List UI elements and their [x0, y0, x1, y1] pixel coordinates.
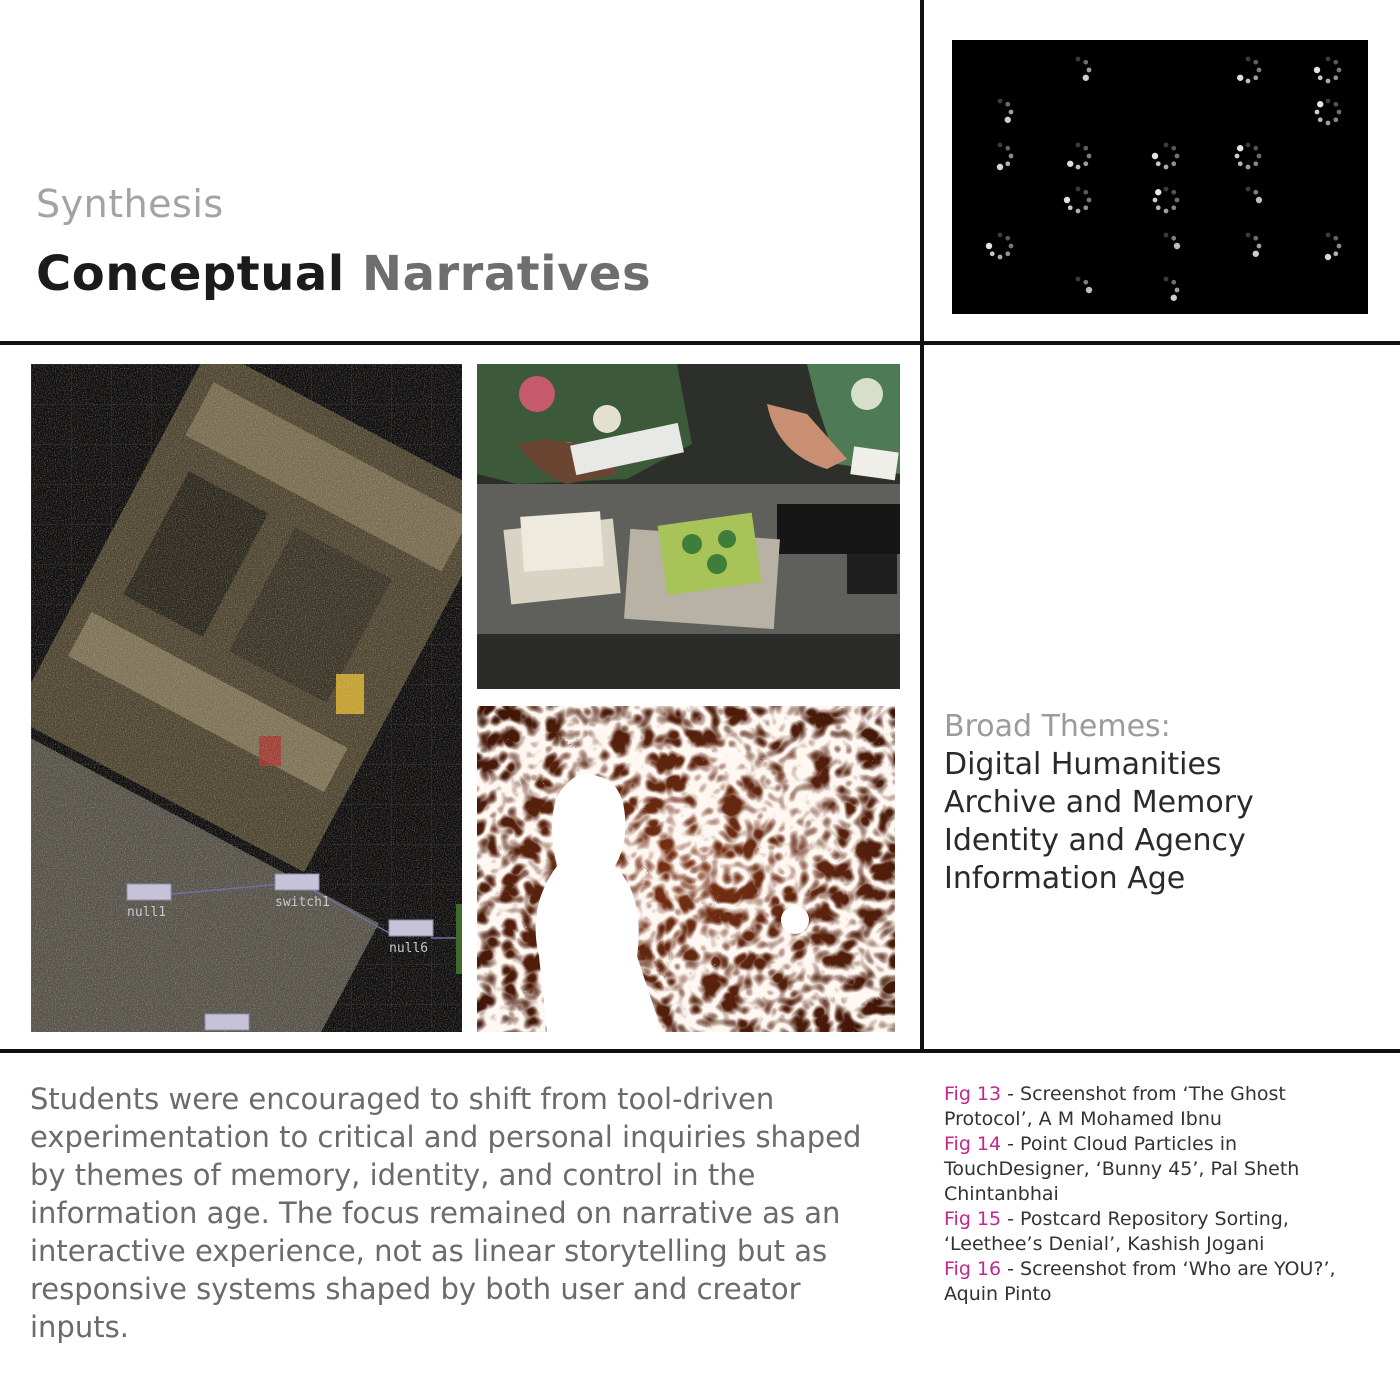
loading-dot: [1005, 251, 1010, 256]
loading-dot: [1005, 117, 1011, 123]
loading-dot: [1009, 154, 1014, 159]
title-part-1: Conceptual: [36, 246, 345, 302]
point-cloud-image: [31, 364, 462, 1032]
loading-dot: [1076, 209, 1081, 214]
top-horizontal-divider: [0, 341, 1400, 345]
loading-dot: [1087, 154, 1092, 159]
loading-dot: [1253, 236, 1258, 241]
page-title: [36, 246, 651, 302]
loading-dot: [1337, 244, 1342, 249]
loading-dot: [1083, 60, 1088, 65]
caption-text: - Screenshot from ‘Who are YOU?’, Aquin Pinto: [944, 1258, 1336, 1305]
loading-dot: [1156, 161, 1161, 166]
loading-dot: [1076, 187, 1081, 192]
loading-dot: [1156, 205, 1161, 210]
loading-dot: [1171, 190, 1176, 195]
caption-fig-14: [944, 1132, 1374, 1207]
figure-captions: [944, 1082, 1374, 1307]
loading-dot: [1246, 143, 1251, 148]
theme-item: Information Age: [944, 861, 1186, 896]
node-label-null1: null1: [127, 905, 167, 920]
loading-dot: [1318, 117, 1323, 122]
loading-dot: [1253, 146, 1258, 151]
loading-dot: [990, 251, 995, 256]
ghost-dot-grid: [952, 40, 1368, 314]
loading-dot: [1171, 161, 1176, 166]
loading-dot: [1315, 110, 1320, 115]
loading-dot: [1253, 161, 1258, 166]
loading-dot: [1333, 251, 1338, 256]
loading-dot: [1246, 57, 1251, 62]
loading-dot: [1238, 161, 1243, 166]
loading-dot: [998, 255, 1003, 260]
loading-dot: [1257, 68, 1262, 73]
loading-dot: [1164, 209, 1169, 214]
loading-dot: [1256, 197, 1262, 203]
loading-dot: [1175, 154, 1180, 159]
loading-dot: [1257, 244, 1262, 249]
loading-dot: [1326, 121, 1331, 126]
loading-dot: [1337, 68, 1342, 73]
theme-item: Archive and Memory: [944, 785, 1254, 820]
loading-dot: [1067, 161, 1073, 167]
caption-text: - Point Cloud Particles in TouchDesigner, ‘Bunny 45’, Pal Sheth Chintanbhai: [944, 1133, 1300, 1205]
caption-fig-label: Fig 13: [944, 1083, 1002, 1105]
postcard-sorting-photo: [477, 364, 900, 689]
loading-dot: [1175, 288, 1180, 293]
loading-dot: [1005, 161, 1010, 166]
loading-dot: [1076, 277, 1081, 282]
loading-dot: [1318, 75, 1323, 80]
caption-fig-16: [944, 1257, 1374, 1307]
loading-dot: [1253, 60, 1258, 65]
loading-dot: [1257, 154, 1262, 159]
caption-fig-15: [944, 1207, 1374, 1257]
loading-dot: [1337, 110, 1342, 115]
ghost-protocol-image: [952, 40, 1368, 314]
caption-fig-13: [944, 1082, 1374, 1132]
loading-dot: [1171, 146, 1176, 151]
loading-dot: [1174, 243, 1180, 249]
loading-dot: [1326, 233, 1331, 238]
loading-dot: [1333, 75, 1338, 80]
loading-dot: [998, 143, 1003, 148]
caption-fig-label: Fig 15: [944, 1208, 1002, 1230]
loading-dot: [1164, 165, 1169, 170]
loading-dot: [1253, 251, 1259, 257]
loading-dot: [1175, 198, 1180, 203]
loading-dot: [1246, 233, 1251, 238]
loading-dot: [1083, 146, 1088, 151]
vertical-divider: [920, 0, 924, 1052]
node-label-null6: null6: [389, 941, 429, 956]
loading-dot: [998, 233, 1003, 238]
loading-dot: [1326, 57, 1331, 62]
loading-dot: [1005, 236, 1010, 241]
loading-dot: [1253, 190, 1258, 195]
loading-dot: [1083, 75, 1089, 81]
loading-dot: [1076, 165, 1081, 170]
edge-detection-graphic: [477, 706, 895, 1032]
loading-dot: [1171, 236, 1176, 241]
postcard-photo-graphic: [477, 364, 900, 689]
caption-fig-label: Fig 16: [944, 1258, 1002, 1280]
bottom-horizontal-divider: [0, 1049, 1400, 1053]
loading-dot: [1326, 79, 1331, 84]
loading-dot: [1152, 153, 1158, 159]
loading-dot: [1076, 143, 1081, 148]
loading-dot: [1155, 189, 1161, 195]
loading-dot: [1153, 198, 1158, 203]
loading-dot: [1246, 165, 1251, 170]
caption-fig-label: Fig 14: [944, 1133, 1002, 1155]
loading-dot: [1064, 197, 1070, 203]
loading-dot: [1087, 68, 1092, 73]
loading-dot: [1164, 187, 1169, 192]
loading-dot: [1246, 187, 1251, 192]
loading-dot: [1087, 198, 1092, 203]
loading-dot: [1005, 146, 1010, 151]
body-paragraph: Students were encouraged to shift from tool-driven experimentation to critical and personal inquiries shaped by themes of memory, identity, and control in the information age. The focus remained on narrative as an interactive experience, not as linear storytelling but as responsive systems shaped by both user and creator inputs.: [30, 1082, 862, 1344]
loading-dot: [1317, 101, 1323, 107]
loading-dot: [1164, 277, 1169, 282]
who-are-you-image: [477, 706, 895, 1032]
title-part-2: Narratives: [361, 246, 652, 302]
loading-dot: [1326, 99, 1331, 104]
loading-dot: [1237, 75, 1243, 81]
node-label-switch1: switch1: [275, 895, 330, 910]
point-cloud-graphic: [31, 364, 462, 1032]
loading-dot: [1171, 295, 1177, 301]
themes-heading: Broad Themes:: [944, 709, 1171, 744]
theme-item: Identity and Agency: [944, 823, 1246, 858]
loading-dot: [1009, 244, 1014, 249]
loading-dot: [1076, 57, 1081, 62]
loading-dot: [1171, 205, 1176, 210]
loading-dot: [1083, 190, 1088, 195]
caption-text: - Postcard Repository Sorting, ‘Leethee’s Denial’, Kashish Jogani: [944, 1208, 1289, 1255]
loading-dot: [1333, 60, 1338, 65]
loading-dot: [1083, 280, 1088, 285]
loading-dot: [1083, 161, 1088, 166]
loading-dot: [1253, 75, 1258, 80]
loading-dot: [1164, 143, 1169, 148]
loading-dot: [1237, 145, 1243, 151]
caption-text: - Screenshot from ‘The Ghost Protocol’, A M Mohamed Ibnu: [944, 1083, 1286, 1130]
loading-dot: [1333, 236, 1338, 241]
loading-dot: [998, 99, 1003, 104]
section-kicker: Synthesis: [36, 182, 224, 226]
loading-dot: [1171, 280, 1176, 285]
loading-dot: [1333, 117, 1338, 122]
loading-dot: [997, 164, 1003, 170]
loading-dot: [1235, 154, 1240, 159]
loading-dot: [1083, 205, 1088, 210]
loading-dot: [1009, 110, 1014, 115]
loading-dot: [986, 243, 992, 249]
loading-dot: [1086, 287, 1092, 293]
loading-dot: [1333, 102, 1338, 107]
loading-dot: [1314, 67, 1320, 73]
loading-dot: [1246, 79, 1251, 84]
loading-dot: [1164, 233, 1169, 238]
loading-dot: [1068, 205, 1073, 210]
theme-item: Digital Humanities: [944, 747, 1222, 782]
broad-themes: [944, 708, 1254, 898]
loading-dot: [1005, 102, 1010, 107]
loading-dot: [1325, 254, 1331, 260]
